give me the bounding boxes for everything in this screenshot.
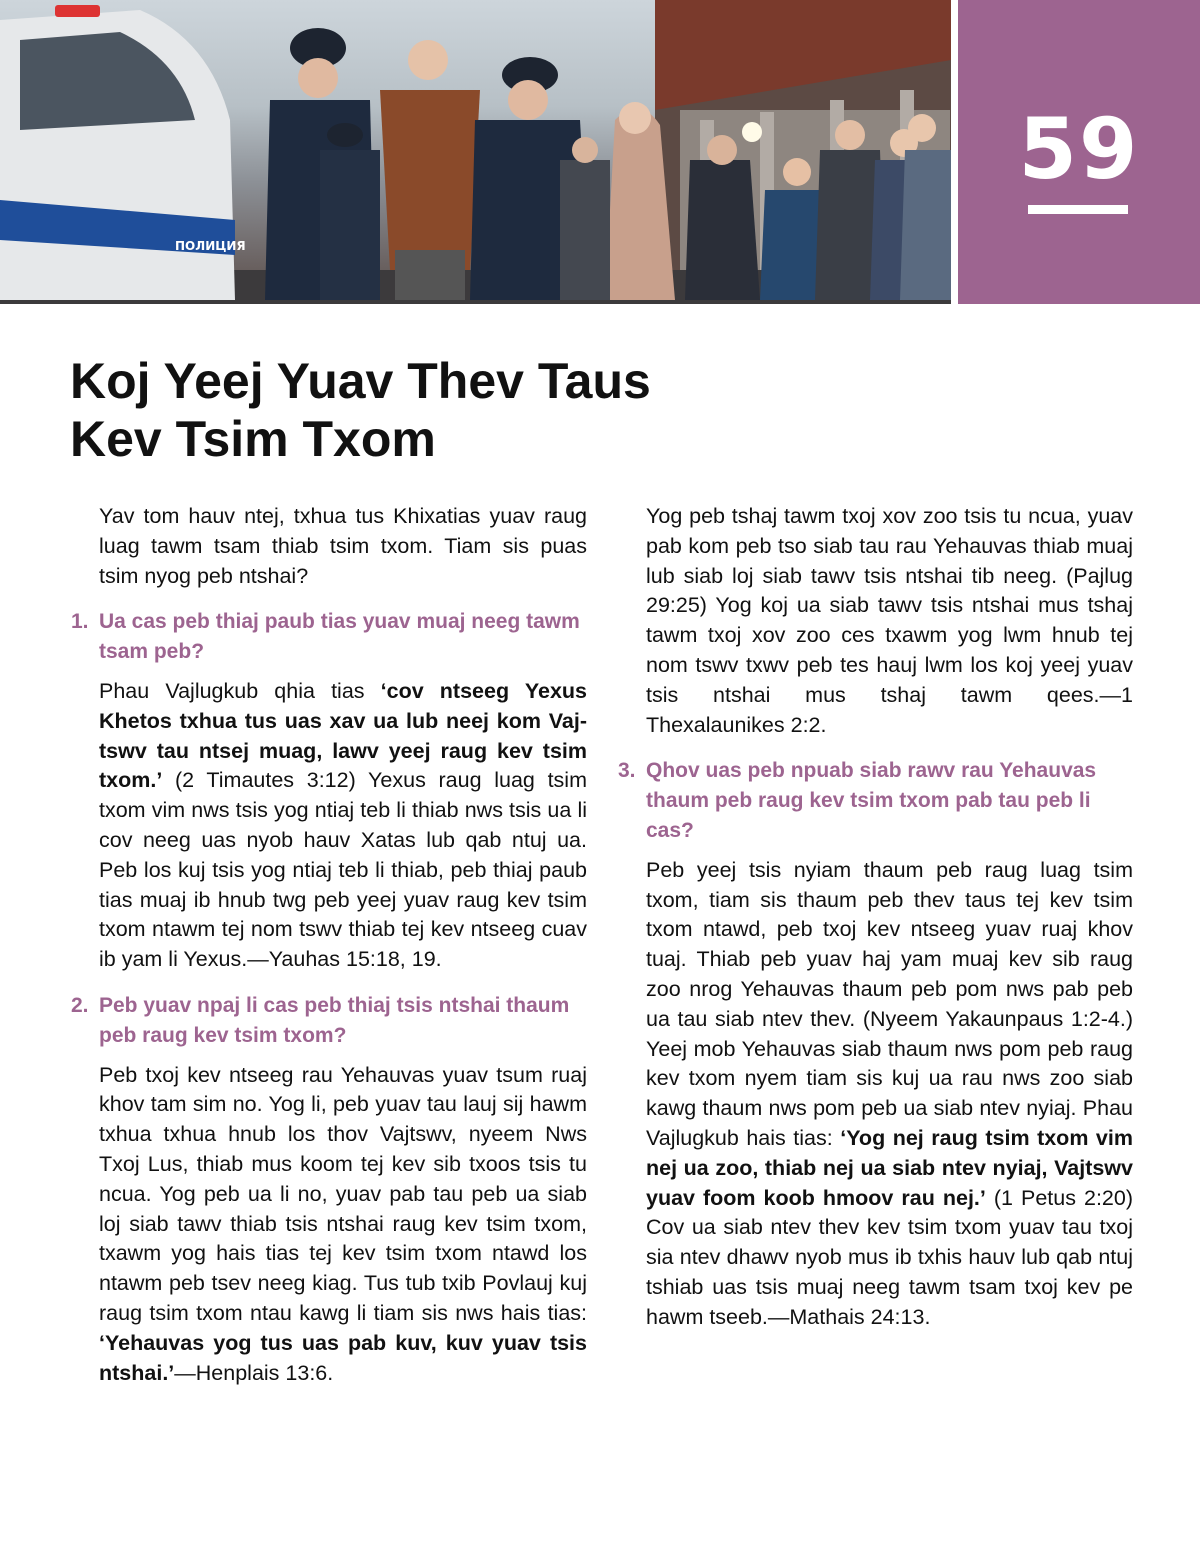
question-3	[618, 756, 1133, 845]
column-left	[71, 502, 587, 1398]
lesson-number: 59	[1018, 100, 1140, 198]
answer-1-text-end: (2 Timautes 3:12) Yexus raug luag tsim txom vim nws tsis yog ntiaj teb li thiab nws tsis ua li cov neeg uas nyob hauv Xatas lub qab ntuj ua. Peb los kuj tsis yog ntiaj teb li thiab, peb thiaj paub tias muaj ib hnub twg peb yeej yuav raug kev tsim txom ntawm tej nom tswv thiab tej kev ntseeg cuav ib yam li Yexus.—Yauhas 15:18, 19.	[99, 768, 587, 972]
answer-1-text: Phau Vajlugkub qhia tias	[99, 678, 381, 703]
question-3-number: 3.	[618, 759, 636, 783]
answer-2-text: Peb txoj kev ntseeg rau Yehauvas yuav tsum ruaj khov tam sim no. Yog li, peb yuav tau lauj sij hawm txhua txhua hnub los thov Vajtswv, nyeem Nws Txoj Lus, thiab mus koom tej kev sib txoos tsis tu ncua. Yog peb ua li no, yuav pab tau peb ua siab loj siab tawv thiab tsis ntshai raug kev tsim txom, txawm yog hais tias tej kev tsim txom ntawd los ntawm peb tsev neeg kiag. Tus tub txib Povlauj kuj raug tsim txom ntau kawg li tiam sis nws hais tias:	[99, 1062, 587, 1325]
question-2	[71, 991, 587, 1051]
page-title	[70, 352, 770, 468]
answer-1-paragraph	[99, 677, 587, 975]
question-1-text: Ua cas peb thiaj paub tias yuav muaj neeg tawm tsam peb?	[99, 610, 580, 664]
question-1-number: 1.	[71, 610, 89, 634]
page-title-line2: Kev Tsim Txom	[70, 411, 436, 467]
intro-paragraph: Yav tom hauv ntej, txhua tus Khixatias yuav raug luag tawm tsam thiab tsim txom. Tiam sis puas tsim nyog peb ntshai?	[99, 504, 587, 588]
question-2-number: 2.	[71, 993, 89, 1017]
question-1	[71, 607, 587, 667]
header-photo	[0, 0, 951, 304]
photo-illustration	[0, 0, 951, 304]
question-3-text: Qhov uas peb npuab siab rawv rau Yehauvas thaum peb raug kev tsim txom pab tau peb li cas?	[646, 759, 1097, 842]
answer-2-paragraph	[99, 1061, 587, 1389]
column-right	[618, 502, 1133, 1343]
question-2-text: Peb yuav npaj li cas peb thiaj tsis ntshai thaum peb raug kev tsim txom?	[99, 993, 570, 1047]
answer-3-text-end: (1 Petus 2:20) Cov ua siab ntev thev kev tsim txom yuav tau txoj sia ntev dhawv nyob mus ib txhis hauv lub qab ntuj tshiab uas tsis muaj neeg tawm tsam txoj kev pe hawm tseeb.—Mathais 24:13.	[646, 1185, 1133, 1329]
prisoner	[380, 40, 480, 300]
answer-3-text: Peb yeej tsis nyiam thaum peb raug luag tsim txom, tiam sis thaum peb thev taus tej kev tsim txom ntawd, peb txoj kev ntseeg yuav ruaj khov tuaj. Thiab peb yuav haj yam muaj kev sib raug zoo nrog Yehauvas thaum peb pom nws pab peb ua tau siab ntev thev. (Nyeem Yakaunpaus 1:2-4.) Yeej mob Yehauvas siab thaum nws pom peb raug kev txom nyem tiam sis kuj ua rau nws zoo siab kawg thaum nws pom peb ua siab ntev nyiaj. Phau Vajlugkub hais tias:	[646, 857, 1133, 1150]
answer-2-paragraph-2: Yog peb tshaj tawm txoj xov zoo tsis tu ncua, yuav pab kom peb tso siab tau rau Yehauvas thiab muaj lub siab loj siab tawv tsis ntshai tib neeg. (Pajlug 29:25) Yog koj ua siab tawv tsis ntshai mus tshaj tawm txoj xov zoo ces txawm yog lwm hnub tej nom tswv txwv peb tes hauj lwm los koj yeej yuav tsis ntshai mus tshaj tawm qees.—1 Thexalaunikes 2:2.	[646, 504, 1133, 737]
answer-3-paragraph	[646, 856, 1133, 1333]
vehicle-number: 33	[0, 254, 56, 300]
answer-2-text-end: —Henplais 13:6.	[174, 1360, 334, 1385]
page-title-line1: Koj Yeej Yuav Thev Taus	[70, 353, 651, 409]
answer-1-quote: ‘cov ntseeg Yexus Khetos txhua tus uas xav ua lub neej kom Vajtswv tau ntsej muag, lawv yeej raug kev tsim txom.’	[99, 678, 587, 793]
lesson-number-underline	[1028, 205, 1128, 214]
answer-3-quote: ‘Yog nej raug tsim txom vim nej ua zoo, thiab nej ua siab ntev nyiaj, Vajtswv yuav foom koob hmoov rau nej.’	[646, 1125, 1133, 1210]
answer-2-quote: ‘Yehauvas yog tus uas pab kuv, kuv yuav tsis ntshai.’	[99, 1330, 587, 1385]
lesson-number-block	[958, 0, 1200, 304]
vehicle-label: ПОЛИЦИЯ	[175, 239, 246, 253]
